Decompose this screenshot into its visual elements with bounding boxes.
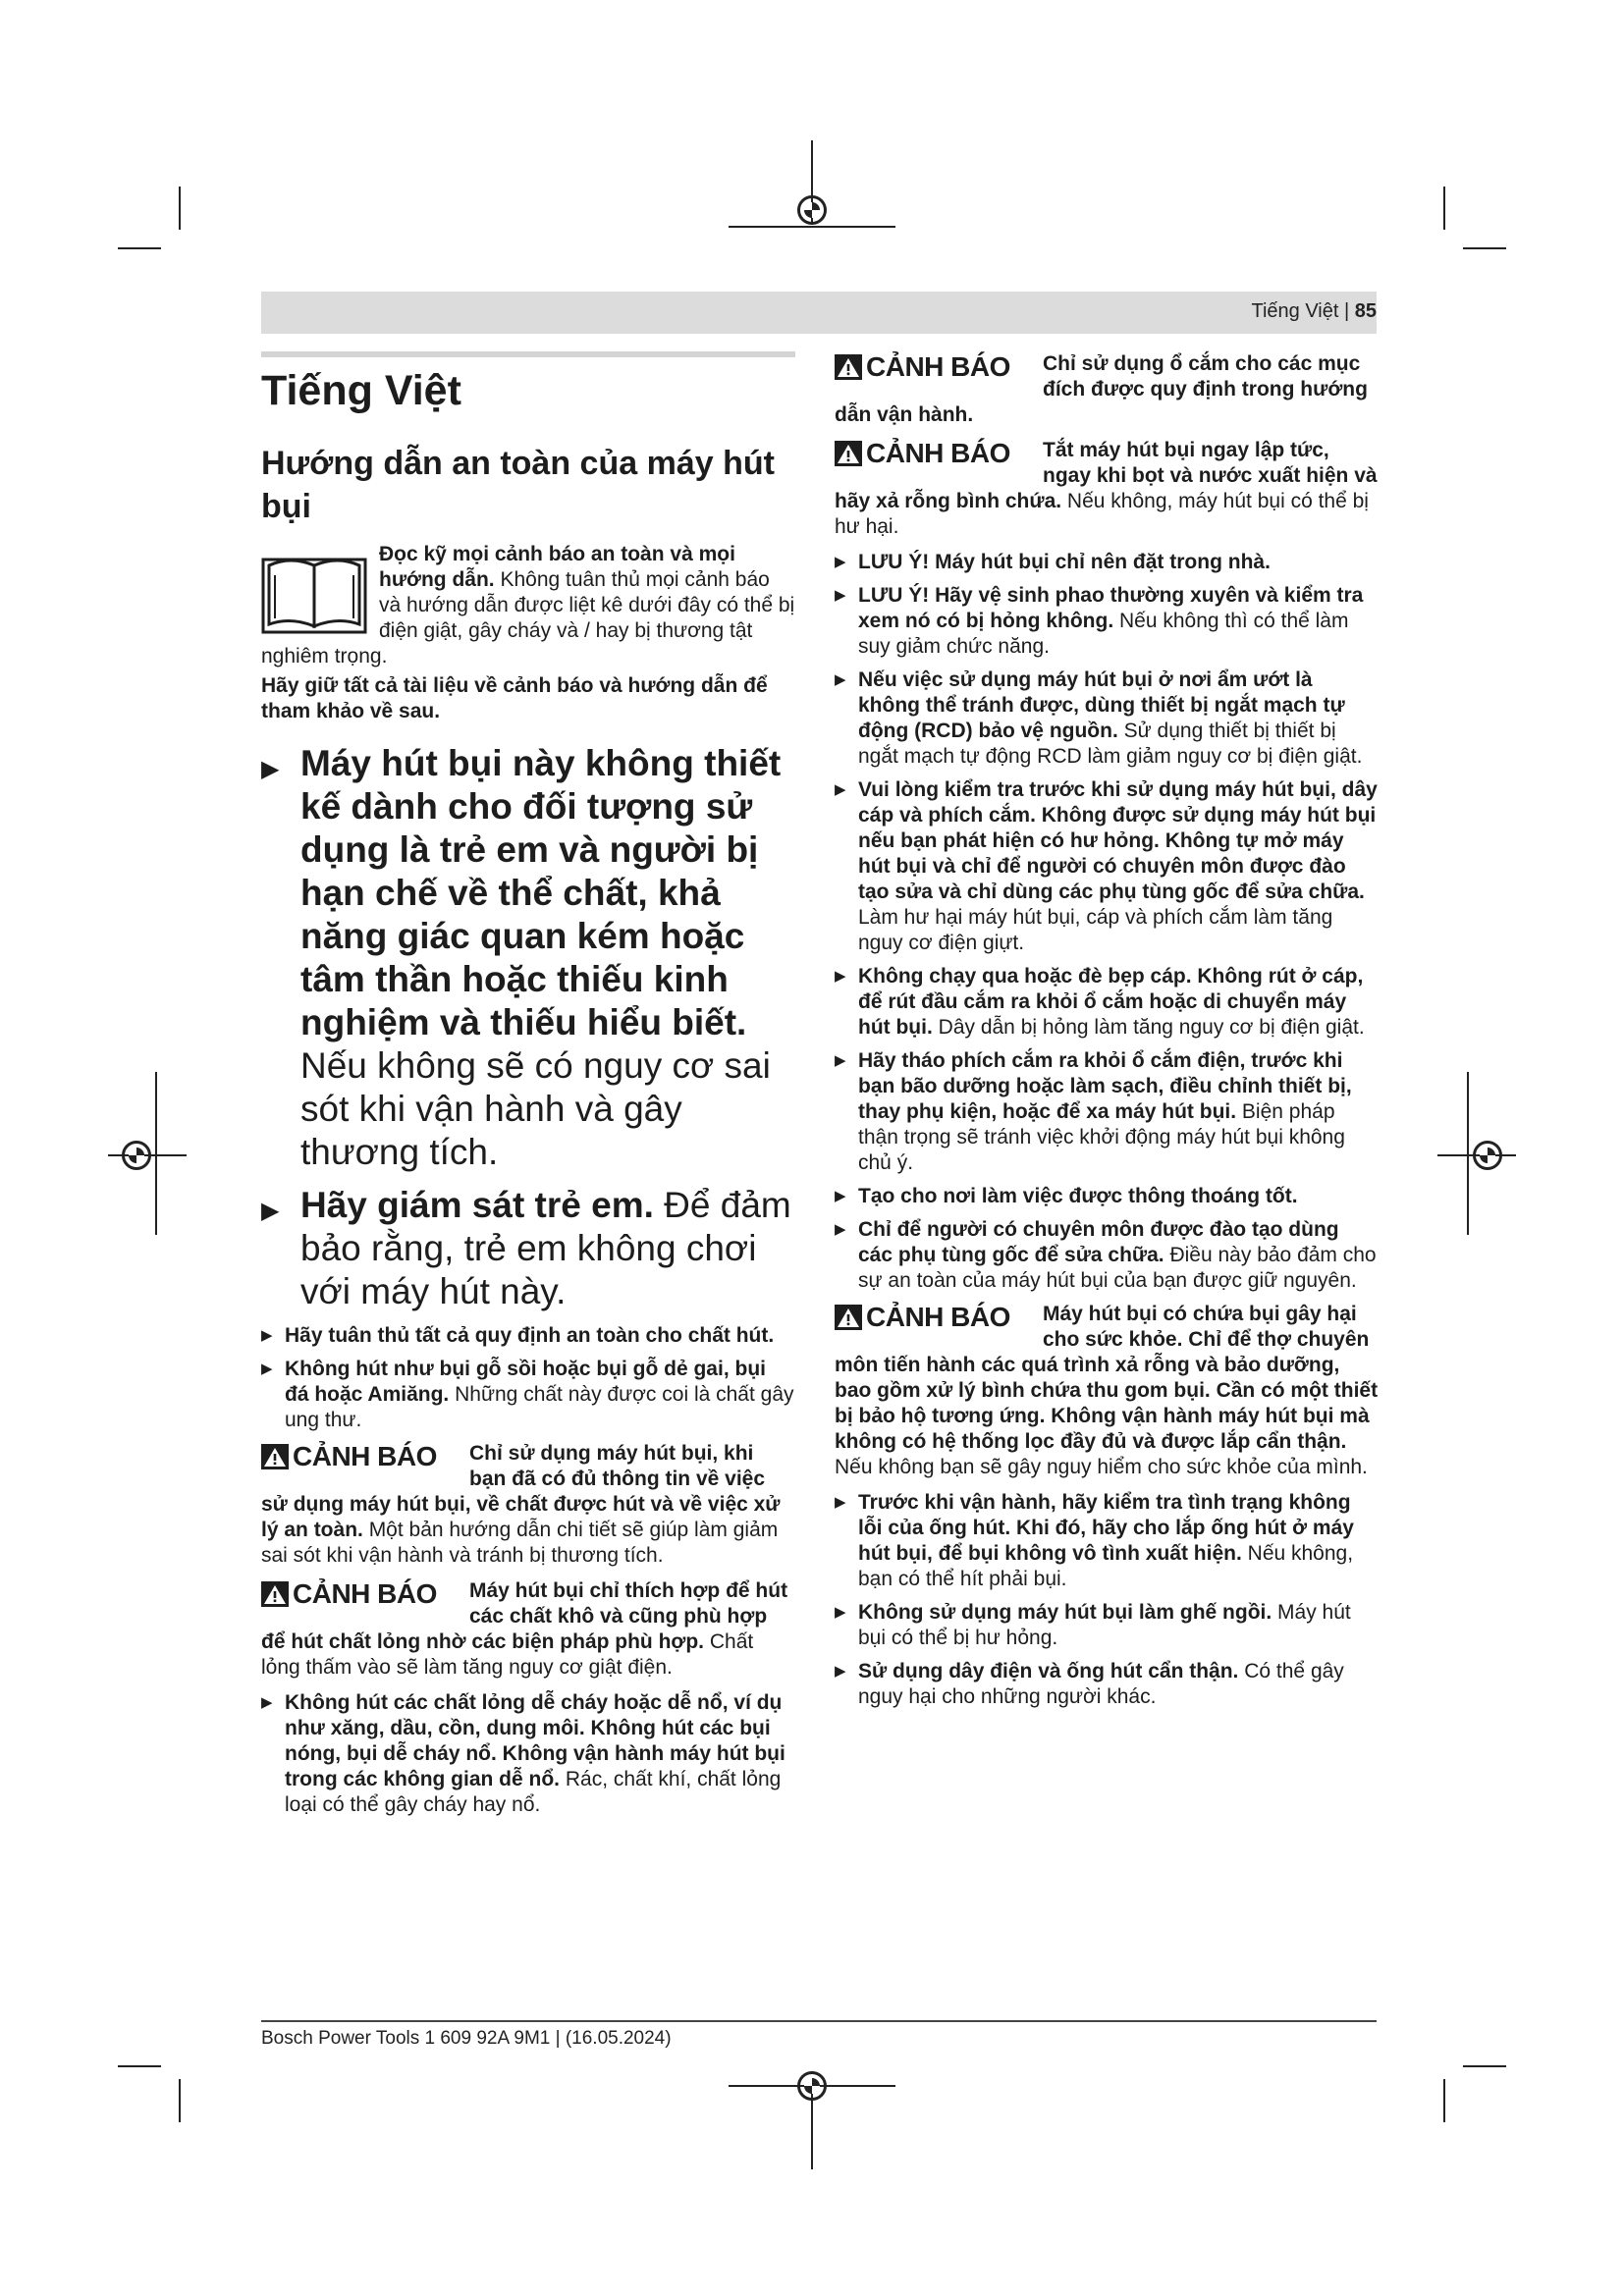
safety-list bbox=[261, 1690, 795, 1818]
warning-block bbox=[835, 438, 1379, 540]
crop-mark bbox=[1463, 247, 1506, 249]
intro-text: Đọc kỹ mọi cảnh báo an toàn và mọi hướng dẫn. Không tuân thủ mọi cảnh báo và hướng dẫn được liệt kê dưới đây có thể bị điện giật, gây cháy và / hay bị thương tật nghiêm trọng. bbox=[261, 543, 795, 668]
warning-label: CẢNH BÁO bbox=[835, 1302, 1010, 1333]
list-item: ▶ Sử dụng dây điện và ống hút cẩn thận. Có thể gây nguy hại cho những người khác. bbox=[835, 1659, 1379, 1710]
safety-list bbox=[261, 1323, 795, 1433]
safety-list bbox=[835, 550, 1379, 1294]
warning-text: Máy hút bụi có chứa bụi gây hại cho sức khỏe. Chỉ để thợ chuyên môn tiến hành các quá trình xả rỗng và bảo dưỡng, bao gồm xử lý bình chứa thu gom bụi. Cần có một thiết bị bảo hộ tương ứng. Không vận hành máy hút bụi mà không có hệ thống lọc đầy đủ và được lắp cẩn thận. Nếu không bạn sẽ gây nguy hiểm cho sức khỏe của mình. bbox=[835, 1303, 1379, 1478]
list-item: ▶ Hãy tháo phích cắm ra khỏi ổ cắm điện, trước khi bạn bão dưỡng hoặc làm sạch, điều chỉnh thiết bị, thay phụ kiện, hoặc để xa máy hút bụi. Biện pháp thận trọng sẽ tránh việc khởi động máy hút bụi không chủ ý. bbox=[835, 1048, 1379, 1176]
crop-mark bbox=[118, 247, 161, 249]
crop-mark bbox=[1443, 2079, 1445, 2122]
list-item: ▶ Không hút các chất lỏng dễ cháy hoặc dễ nổ, ví dụ như xăng, dầu, cồn, dung môi. Không hút các bụi nóng, bụi dễ cháy nổ. Không vận hành máy hút bụi trong các không gian dễ nổ. Rác, chất khí, chất lỏng loại có thể gây cháy hay nổ. bbox=[261, 1690, 795, 1818]
list-item: ▶ Không sử dụng máy hút bụi làm ghế ngồi. Máy hút bụi có thể bị hư hỏng. bbox=[835, 1600, 1379, 1651]
crop-mark bbox=[179, 2079, 181, 2122]
warning-label: CẢNH BÁO bbox=[835, 351, 1010, 383]
big-safety-list bbox=[261, 742, 795, 1313]
section-title: Tiếng Việt bbox=[261, 367, 461, 414]
warning-text: Tắt máy hút bụi ngay lập tức, ngay khi bọt và nước xuất hiện và hãy xả rỗng bình chứa. Nếu không, máy hút bụi có thể bị hư hại. bbox=[835, 439, 1378, 538]
page-header bbox=[1251, 300, 1377, 323]
registration-mark-icon bbox=[797, 2071, 827, 2101]
warning-text: Máy hút bụi chỉ thích hợp để hút các chất khô và cũng phù hợp để hút chất lỏng nhờ các biện pháp phù hợp. Chất lỏng thấm vào sẽ làm tăng nguy cơ giật điện. bbox=[261, 1579, 788, 1680]
page-number: 85 bbox=[1354, 300, 1377, 322]
registration-line bbox=[1467, 1072, 1469, 1235]
list-item: ▶ Hãy giám sát trẻ em. Để đảm bảo rằng, trẻ em không chơi với máy hút này. bbox=[261, 1184, 795, 1313]
warning-label: CẢNH BÁO bbox=[261, 1578, 437, 1610]
registration-line bbox=[155, 1072, 157, 1235]
footer-rule bbox=[261, 2020, 1377, 2022]
warning-triangle-icon bbox=[835, 1305, 862, 1330]
warning-triangle-icon bbox=[835, 354, 862, 380]
warning-triangle-icon bbox=[261, 1581, 289, 1607]
list-item: ▶ Nếu việc sử dụng máy hút bụi ở nơi ẩm ướt là không thể tránh được, dùng thiết bị ngắt mạch tự động (RCD) bảo vệ nguồn. Sử dụng thiết bị thiết bị ngắt mạch tự động RCD làm giảm nguy cơ bị điện giật. bbox=[835, 667, 1379, 770]
warning-block bbox=[835, 1302, 1379, 1480]
warning-label: CẢNH BÁO bbox=[261, 1441, 437, 1472]
safety-list bbox=[835, 1490, 1379, 1710]
keep-documents-note: Hãy giữ tất cả tài liệu về cảnh báo và hướng dẫn để tham khảo về sau. bbox=[261, 674, 768, 723]
header-language: Tiếng Việt bbox=[1251, 300, 1339, 322]
warning-triangle-icon bbox=[261, 1444, 289, 1469]
list-item: ▶ Vui lòng kiểm tra trước khi sử dụng máy hút bụi, dây cáp và phích cắm. Không được sử dụng máy hút bụi nếu bạn phát hiện có hư hỏng. Không tự mở máy hút bụi và chỉ để người có chuyên môn được đào tạo sửa và chỉ dùng các phụ tùng gốc để sửa chữa. Làm hư hại máy hút bụi, cáp và phích cắm làm tăng nguy cơ điện giựt. bbox=[835, 777, 1379, 956]
registration-mark-icon bbox=[797, 195, 827, 225]
footer-text: Bosch Power Tools 1 609 92A 9M1 | (16.05.2024) bbox=[261, 2028, 672, 2049]
list-item: ▶ Trước khi vận hành, hãy kiểm tra tình trạng không lỗi của ống hút. Khi đó, hãy cho lắp ống hút ở máy hút bụi, để bụi không vô tình xuất hiện. Nếu không, bạn có thể hít phải bụi. bbox=[835, 1490, 1379, 1592]
crop-mark bbox=[179, 187, 181, 230]
section-rule bbox=[261, 351, 795, 357]
list-item: ▶ Tạo cho nơi làm việc được thông thoáng tốt. bbox=[835, 1184, 1379, 1209]
list-item: ▶ Chỉ để người có chuyên môn được đào tạo dùng các phụ tùng gốc để sửa chữa. Điều này bảo đảm cho sự an toàn của máy hút bụi của bạn được giữ nguyên. bbox=[835, 1217, 1379, 1294]
warning-text: Chỉ sử dụng máy hút bụi, khi bạn đã có đủ thông tin về việc sử dụng máy hút bụi, về chất được hút và về việc xử lý an toàn. Một bản hướng dẫn chi tiết sẽ giúp làm giảm sai sót khi vận hành và tránh bị thương tích. bbox=[261, 1442, 781, 1568]
book-icon bbox=[261, 546, 367, 638]
list-item: ▶ Hãy tuân thủ tất cả quy định an toàn cho chất hút. bbox=[261, 1323, 795, 1349]
list-item: ▶ LƯU Ý! Hãy vệ sinh phao thường xuyên và kiểm tra xem nó có bị hỏng không. Nếu không thì có thể làm suy giảm chức năng. bbox=[835, 583, 1379, 660]
list-item: ▶ Không hút như bụi gỗ sồi hoặc bụi gỗ dẻ gai, bụi đá hoặc Amiăng. Những chất này được coi là chất gây ung thư. bbox=[261, 1357, 795, 1433]
warning-block bbox=[835, 351, 1379, 428]
header-separator: | bbox=[1338, 300, 1355, 322]
left-column bbox=[261, 351, 795, 1826]
header-bar bbox=[261, 292, 1377, 334]
crop-mark bbox=[1463, 2065, 1506, 2067]
registration-mark-icon bbox=[1473, 1141, 1502, 1170]
list-item: ▶ Máy hút bụi này không thiết kế dành cho đối tượng sử dụng là trẻ em và người bị hạn chế về thể chất, khả năng giác quan kém hoặc tâm thần hoặc thiếu kinh nghiệm và thiếu hiểu biết. Nếu không sẽ có nguy cơ sai sót khi vận hành và gây thương tích. bbox=[261, 742, 795, 1174]
warning-triangle-icon bbox=[835, 441, 862, 466]
warning-text: Chỉ sử dụng ổ cắm cho các mục đích được quy định trong hướng dẫn vận hành. bbox=[835, 352, 1368, 426]
right-column bbox=[835, 351, 1379, 1718]
registration-line bbox=[729, 226, 895, 228]
warning-block bbox=[261, 1441, 795, 1569]
list-item: ▶ LƯU Ý! Máy hút bụi chỉ nên đặt trong nhà. bbox=[835, 550, 1379, 575]
intro-block bbox=[261, 542, 795, 669]
registration-mark-icon bbox=[122, 1141, 151, 1170]
subtitle: Hướng dẫn an toàn của máy hút bụi bbox=[261, 445, 775, 525]
crop-mark bbox=[1443, 187, 1445, 230]
warning-label: CẢNH BÁO bbox=[835, 438, 1010, 469]
warning-block bbox=[261, 1578, 795, 1681]
list-item: ▶ Không chạy qua hoặc đè bẹp cáp. Không rút ở cáp, để rút đầu cắm ra khỏi ổ cắm hoặc di chuyển máy hút bụi. Dây dẫn bị hỏng làm tăng nguy cơ bị điện giật. bbox=[835, 964, 1379, 1041]
crop-mark bbox=[118, 2065, 161, 2067]
